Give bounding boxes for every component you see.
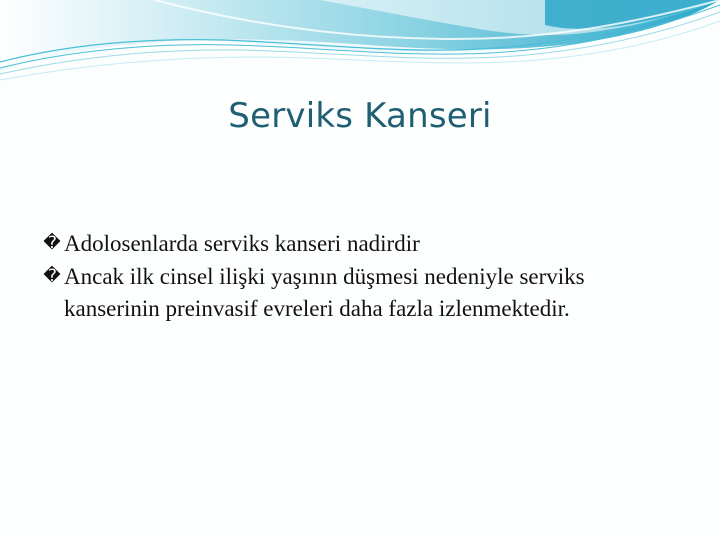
bullet-item [44,228,684,261]
bullet-list [44,228,684,326]
bullet-text: Adolosenlarda serviks kanseri nadirdir [64,231,420,256]
slide-title: Serviks Kanseri [228,96,492,136]
wave-header-decoration [0,0,720,90]
bullet-text: Ancak ilk cinsel ilişki yaşının düşmesi nedeniyle serviks kanserinin preinvasif evreleri daha fazla izlenmektedir. [64,263,585,322]
bullet-item [44,261,684,326]
replacement-character-bullet-icon: � [43,265,61,286]
replacement-character-bullet-icon: � [43,233,61,253]
